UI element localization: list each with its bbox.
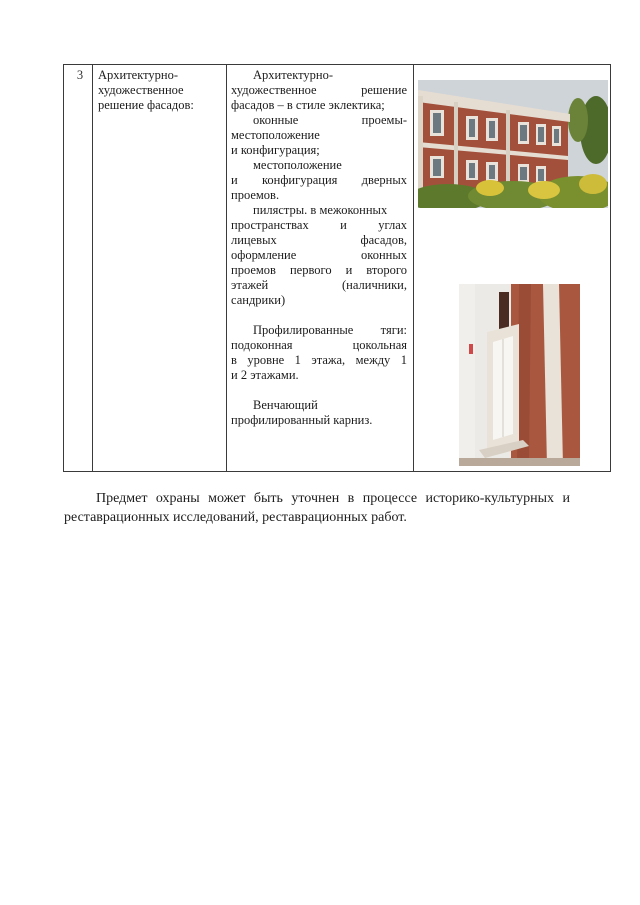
window-detail-photo: [459, 284, 580, 466]
table-border-left: [63, 64, 64, 472]
facade-photo: [418, 80, 608, 208]
table-border-top: [63, 64, 611, 65]
description-paragraph: [231, 158, 407, 203]
row-name-line: художественное: [98, 83, 184, 97]
description-paragraph: [231, 113, 407, 158]
table-border-bottom: [63, 471, 611, 472]
description-line: сандрики): [231, 293, 286, 307]
footer-line: Предмет охраны может быть уточнен в процессе историко-культурных и: [96, 491, 570, 506]
description-line: пространствах и углах: [231, 218, 407, 232]
description-paragraph: [231, 323, 407, 383]
row-number: 3: [76, 68, 84, 82]
description-line: Венчающий: [253, 398, 318, 412]
description-line: фасадов – в стиле эклектика;: [231, 98, 385, 112]
description-line: проемов первого и второго: [231, 263, 407, 277]
description-paragraph: [231, 398, 407, 428]
description-line: пилястры. в межоконных: [253, 203, 388, 217]
column-divider: [92, 64, 93, 472]
description-paragraph: [231, 203, 407, 308]
description-paragraph: [231, 68, 407, 113]
row-name-line: решение фасадов:: [98, 98, 194, 112]
description-line: оформление оконных: [231, 248, 407, 262]
description-line: оконные проемы-: [253, 113, 407, 127]
window-detail-photo-image: [459, 284, 580, 466]
column-divider: [226, 64, 227, 472]
facade-photo-image: [418, 80, 608, 208]
table-border-right: [610, 64, 611, 472]
description-line: этажей (наличники,: [231, 278, 407, 292]
description-line: и 2 этажами.: [231, 368, 299, 382]
description-line: подоконная цокольная: [231, 338, 407, 352]
description-line: местоположение: [231, 128, 320, 142]
description-line: и конфигурация;: [231, 143, 320, 157]
row-description: [231, 68, 407, 428]
row-name: [98, 68, 222, 113]
description-line: проемов.: [231, 188, 280, 202]
description-line: и конфигурация дверных: [231, 173, 407, 187]
description-line: местоположение: [253, 158, 342, 172]
description-line: профилированный карниз.: [231, 413, 373, 427]
footer-line: реставрационных исследований, реставрационных работ.: [64, 510, 407, 525]
description-line: Архитектурно-: [253, 68, 334, 82]
description-line: Профилированные тяги:: [253, 323, 407, 337]
row-name-line: Архитектурно-: [98, 68, 179, 82]
description-line: лицевых фасадов,: [231, 233, 407, 247]
description-line: в уровне 1 этажа, между 1: [231, 353, 407, 367]
column-divider: [413, 64, 414, 472]
description-line: художественное решение: [231, 83, 407, 97]
footer-note: [64, 489, 570, 527]
